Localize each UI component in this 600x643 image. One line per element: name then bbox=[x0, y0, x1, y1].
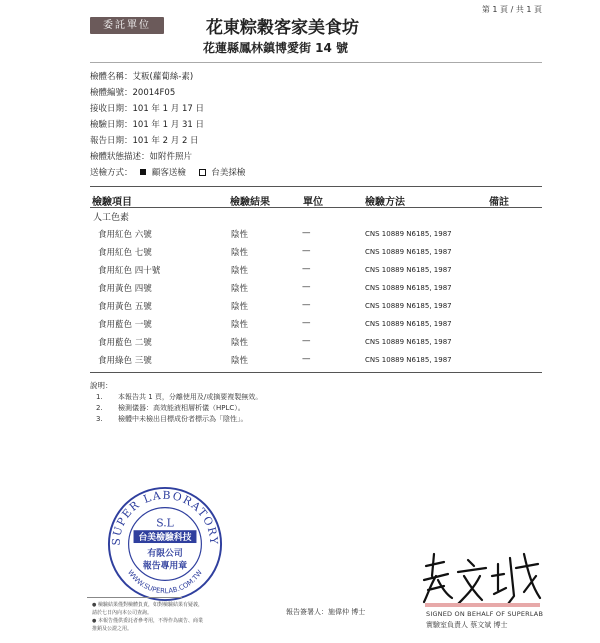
row-result: 陰性 bbox=[231, 230, 249, 240]
row-unit: — bbox=[302, 300, 311, 310]
delivery-option-lab: 台美採檢 bbox=[211, 168, 246, 178]
table-row bbox=[90, 334, 542, 352]
row-unit: — bbox=[302, 318, 311, 328]
seal-abbr: S.L bbox=[156, 516, 174, 530]
header-remark: 備註 bbox=[489, 197, 509, 208]
row-result: 陰性 bbox=[231, 356, 249, 366]
page-number: 第 1 頁 / 共 1 頁 bbox=[481, 5, 542, 14]
row-method: CNS 10889 N6185, 1987 bbox=[365, 284, 452, 292]
client-name: 花東粽穀客家美食坊 bbox=[206, 18, 359, 38]
note-number: 2. bbox=[96, 404, 103, 412]
test-date: 檢驗日期：101 年 1 月 31 日 bbox=[90, 120, 204, 130]
row-item: 食用紅色 六號 bbox=[98, 230, 152, 240]
note-text: 檢體中未檢出目標成份者標示為「陰性」。 bbox=[118, 415, 248, 423]
header-rule bbox=[90, 207, 542, 208]
footer-note: 推銷及公證之用。 bbox=[92, 626, 133, 632]
received-date: 接收日期：101 年 1 月 17 日 bbox=[90, 104, 204, 114]
unchecked-box-icon bbox=[199, 169, 206, 176]
sample-condition: 檢體狀態描述：如附件照片 bbox=[90, 152, 193, 162]
report-date: 報告日期：101 年 2 月 2 日 bbox=[90, 136, 199, 146]
header-method: 檢驗方法 bbox=[365, 197, 405, 208]
row-item: 食用綠色 三號 bbox=[98, 356, 152, 366]
signed-on-behalf: SIGNED ON BEHALF OF SUPERLAB bbox=[426, 610, 544, 618]
notes-title: 說明： bbox=[90, 381, 113, 390]
note-number: 3. bbox=[96, 415, 103, 423]
row-result: 陰性 bbox=[231, 338, 249, 348]
row-unit: — bbox=[302, 228, 311, 238]
note-text: 本報告共 1 頁，分離使用及/或摘要複製無效。 bbox=[118, 393, 263, 401]
row-unit: — bbox=[302, 246, 311, 256]
table-row bbox=[90, 262, 542, 280]
handwritten-signature bbox=[420, 546, 545, 611]
row-item: 食用黃色 四號 bbox=[98, 284, 152, 294]
row-unit: — bbox=[302, 354, 311, 364]
seal-company: 台美檢驗科技 bbox=[138, 533, 192, 544]
delivery-option-customer: 顧客送檢 bbox=[151, 168, 186, 178]
row-unit: — bbox=[302, 264, 311, 274]
row-item: 食用紅色 四十號 bbox=[98, 266, 161, 276]
delivery-method bbox=[90, 166, 245, 178]
footer-note: ● 檢驗結果僅對檢體負責，如對檢驗結果有疑義， bbox=[92, 602, 203, 608]
row-unit: — bbox=[302, 282, 311, 292]
footer-note: ● 本報告僅供委託者參考用，不得作為廣告、商業 bbox=[92, 618, 203, 624]
footer-note: 請於七日內向本公司查詢。 bbox=[92, 610, 153, 616]
header-result: 檢驗結果 bbox=[230, 197, 270, 208]
table-row bbox=[90, 352, 542, 370]
note-text: 檢測儀器：高效能液相層析儀（HPLC）。 bbox=[118, 404, 245, 412]
section-label: 人工色素 bbox=[93, 213, 130, 223]
seal-company-type: 有限公司 bbox=[147, 548, 183, 559]
table-row bbox=[90, 316, 542, 334]
row-item: 食用紅色 七號 bbox=[98, 248, 152, 258]
row-method: CNS 10889 N6185, 1987 bbox=[365, 230, 452, 238]
row-method: CNS 10889 N6185, 1987 bbox=[365, 302, 452, 310]
row-method: CNS 10889 N6185, 1987 bbox=[365, 248, 452, 256]
sample-number: 檢體編號：20014F05 bbox=[90, 88, 176, 98]
note-item bbox=[96, 414, 248, 424]
row-method: CNS 10889 N6185, 1987 bbox=[365, 338, 452, 346]
checked-box-icon bbox=[140, 169, 146, 175]
footer-divider bbox=[87, 597, 182, 598]
seal-ring-top: SUPER LABORATORY bbox=[109, 488, 221, 546]
row-item: 食用藍色 一號 bbox=[98, 320, 152, 330]
table-row bbox=[90, 226, 542, 244]
lab-seal-stamp bbox=[106, 485, 224, 603]
table-row bbox=[90, 280, 542, 298]
row-result: 陰性 bbox=[231, 284, 249, 294]
seal-report-stamp: 報告專用章 bbox=[142, 561, 188, 572]
client-address: 花蓮縣鳳林鎮博愛街 14 號 bbox=[203, 41, 349, 55]
note-item bbox=[96, 392, 262, 402]
table-row bbox=[90, 298, 542, 316]
client-badge: 委託單位 bbox=[90, 17, 164, 34]
table-top-rule bbox=[90, 186, 542, 187]
report-signer: 報告簽署人：施偉仲 博士 bbox=[286, 608, 366, 616]
signature-bar bbox=[425, 603, 540, 607]
svg-text:WWW.SUPERLAB.COM.TW bbox=[126, 568, 204, 595]
divider bbox=[90, 62, 542, 63]
row-item: 食用黃色 五號 bbox=[98, 302, 152, 312]
seal-ring-bottom: WWW.SUPERLAB.COM.TW bbox=[126, 568, 204, 596]
row-unit: — bbox=[302, 336, 311, 346]
row-method: CNS 10889 N6185, 1987 bbox=[365, 320, 452, 328]
header-unit: 單位 bbox=[303, 197, 323, 208]
header-item: 檢驗項目 bbox=[92, 197, 132, 208]
lab-director-name: 實驗室負責人 蔡文斌 博士 bbox=[426, 621, 508, 629]
delivery-label: 送檢方式： bbox=[90, 168, 133, 178]
row-result: 陰性 bbox=[231, 320, 249, 330]
table-bottom-rule bbox=[90, 372, 542, 373]
row-result: 陰性 bbox=[231, 302, 249, 312]
row-result: 陰性 bbox=[231, 248, 249, 258]
sample-name: 檢體名稱：艾粄(蘿蔔絲-素) bbox=[90, 72, 194, 82]
note-item bbox=[96, 403, 245, 413]
table-row bbox=[90, 244, 542, 262]
row-result: 陰性 bbox=[231, 266, 249, 276]
row-item: 食用藍色 二號 bbox=[98, 338, 152, 348]
row-method: CNS 10889 N6185, 1987 bbox=[365, 266, 452, 274]
note-number: 1. bbox=[96, 393, 103, 401]
row-method: CNS 10889 N6185, 1987 bbox=[365, 356, 452, 364]
